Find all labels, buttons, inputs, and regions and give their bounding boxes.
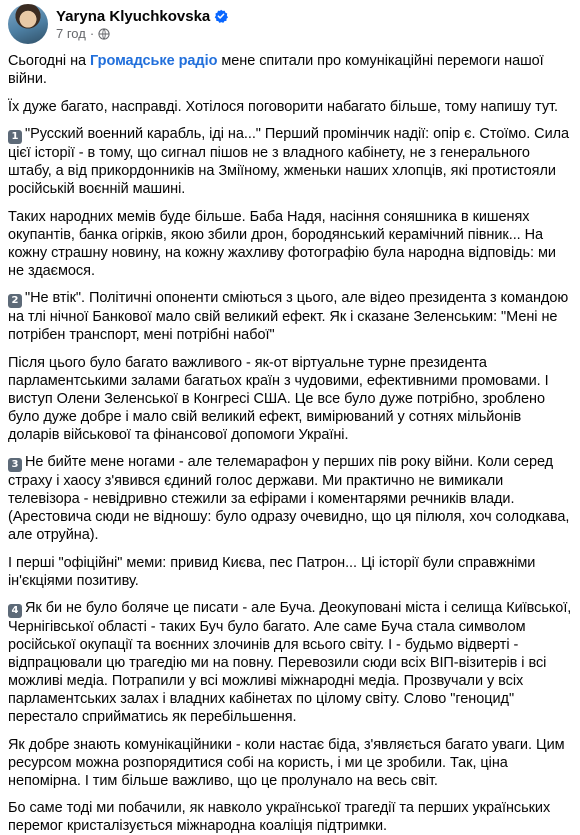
- post-paragraph-2: Їх дуже багато, насправді. Хотілося поговорити набагато більше, тому напишу тут.: [8, 98, 559, 115]
- verified-badge-icon: [214, 9, 228, 23]
- post-paragraph-11: Бо саме тоді ми побачили, як навколо української трагедії та перших українських перемог кристалізується міжнародна коаліція підтримки.: [8, 800, 551, 834]
- p1-text-post: мене спитали про комунікаційні перемоги нашої війни.: [8, 53, 544, 87]
- post-paragraph-5: [8, 289, 572, 344]
- p3-text: "Русский военний карабль, іді на..." Перший промінчик надії: опір є. Стоїмо. Сила цієї історії - в тому, що сигнал пішов не з владного кабінету, не з генерального штабу, а від прикордонників на Зміїному, жменьки наших хлопців, які протистояли російській воєнній машині.: [8, 126, 570, 197]
- globe-icon: [98, 28, 110, 40]
- post-body: [8, 52, 572, 835]
- hromadske-radio-link[interactable]: Громадське радіо: [90, 53, 218, 69]
- post-paragraph-8: І перші "офіційні" меми: привид Києва, пес Патрон... Ці історії були справжніми ін'єкціями позитиву.: [8, 554, 536, 589]
- post-timestamp[interactable]: 7 год: [56, 25, 86, 41]
- time-separator: ·: [89, 25, 95, 41]
- keycap-3-emoji: 3: [8, 458, 22, 472]
- p9-text: Як би не було боляче це писати - але Буча. Деокуповані міста і селища Київської, Чернігівської області - таких Буч було багато. Але саме Буча стала символом російської окупації та воєнних злочинів для всього світу. І - будьмо відверті - відпрацювали цю трагедію ми на повну. Перевозили сюди всіх ВІП-візитерів і всі можливі медіа. Потрапили у всі можливі міжнародні медіа. Прозвучали у всіх парламентських залах і владних кабінетах по цілому світу. Слово "геноцид" перестало сприйматись як перебільшення.: [8, 600, 572, 725]
- post-paragraph-6: Після цього було багато важливого - як-от віртуальне турне президента парламентськими залами багатьох країн з чудовими, ефективними промовами. І виступ Олени Зеленської в Конгресі США. Це все було дуже потрібно, зроблено було дуже добре і мало свій великий ефект, вимірюваний у сотнях мільйонів доларів військової та фінансової допомоги Україні.: [8, 354, 549, 443]
- author-avatar[interactable]: [8, 4, 48, 44]
- keycap-2-emoji: 2: [8, 294, 22, 308]
- keycap-4-emoji: 4: [8, 604, 22, 618]
- post-paragraph-1: [8, 52, 572, 88]
- post-paragraph-10: Як добре знають комунікаційники - коли настає біда, з'являється багато уваги. Цим ресурсом можна розпорядитися собі на користь, і ми це зробили. Так, ціна непомірна. І тим більше важливо, що це пролунало на весь світ.: [8, 736, 565, 789]
- post-paragraph-4: Таких народних мемів буде більше. Баба Надя, насіння соняшника в кишенях окупантів, банка огірків, якою збили дрон, бородянський керамічний півник... На кожну страшну новину, на кожну жахливу фотографію була народна відповідь: ми не здаємося.: [8, 208, 556, 279]
- post-paragraph-3: [8, 125, 572, 198]
- author-name-row: [56, 7, 228, 26]
- p7-text: Не бийте мене ногами - але телемарафон у перших пів року війни. Коли серед страху і хаосу з'явився єдиний голос держави. Ми практично не вимикали телевізора - невідривно стежили за ефірами і коментарями речників влади. (Арестовича сюди не відношу: було одразу очевидно, що ця пілюля, хоч солодкава, але отруйна).: [8, 454, 570, 543]
- p5-text: "Не втік". Політичні опоненти сміються з цього, але відео президента з командою на тлі нічної Банкової мало свій великий ефект. Як і сказане Зеленським: "Мені не потрібен транспорт, мені потрібні набої": [8, 290, 569, 343]
- p1-text-pre: Сьогодні на: [8, 53, 91, 69]
- post-time-row: [56, 26, 228, 42]
- post-paragraph-7: [8, 453, 572, 544]
- author-name[interactable]: Yaryna Klyuchkovska: [56, 7, 211, 25]
- author-meta: [56, 7, 228, 42]
- post-header: [8, 4, 572, 44]
- keycap-1-emoji: 1: [8, 130, 22, 144]
- post-paragraph-9: [8, 599, 572, 726]
